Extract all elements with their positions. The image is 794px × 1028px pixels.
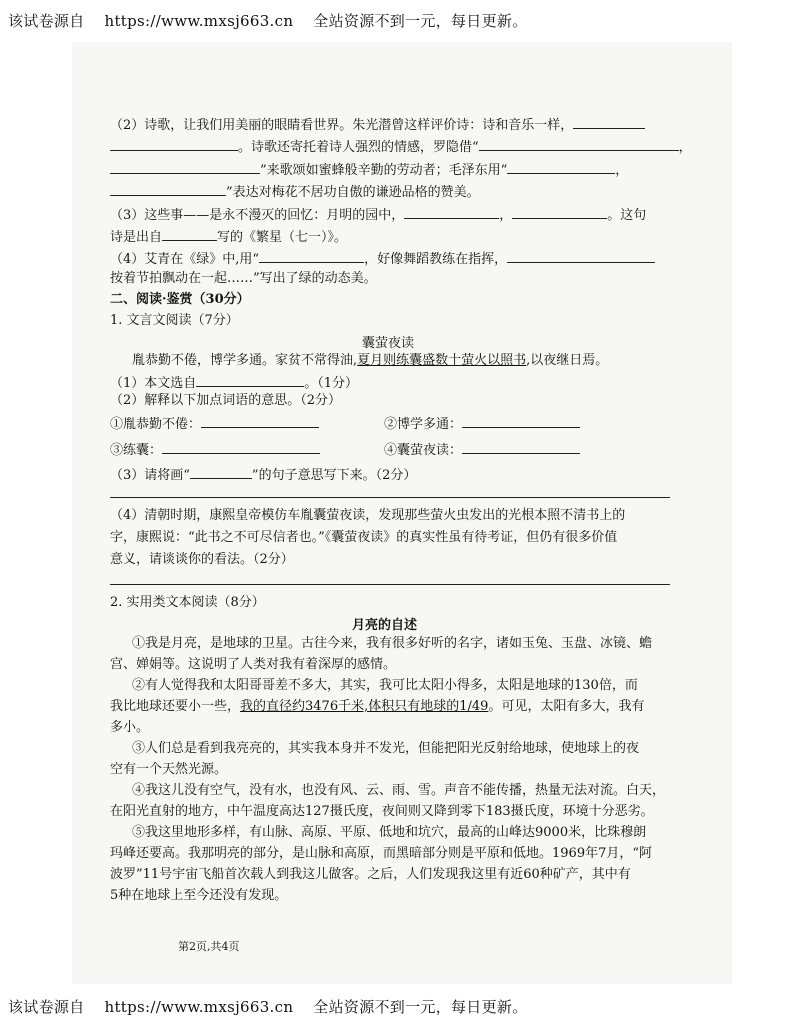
top-banner [8, 10, 548, 31]
word-1: ①胤恭勤不倦： [110, 414, 319, 433]
banner-slogan: 全站资源不到一元，每日更新。 [313, 12, 528, 30]
passage-text: 胤恭勤不倦，博学多通。家贫不常得油,夏月则练囊盛数十萤火以照书,以夜继日焉。 [132, 353, 609, 368]
practical-title: 月亮的自述 [352, 618, 418, 633]
banner-slogan: 全站资源不到一元，每日更新。 [313, 998, 528, 1016]
para1-line1: ①我是月亮，是地球的卫星。古往今来，我有很多好听的名字，诸如玉兔、玉盘、冰镜、蟾 [132, 636, 653, 651]
answer-line-q4 [110, 584, 670, 585]
practical-heading: 2. 实用类文本阅读（8分） [110, 595, 265, 610]
passage-title: 囊萤夜读 [362, 336, 415, 351]
para5-line2: 玛峰还要高。我那明亮的部分，是山脉和高原，而黑暗部分则是平原和低地。1969年7月，“阿 [110, 846, 653, 861]
bottom-banner [8, 996, 548, 1017]
word-4: ④囊萤夜读： [384, 440, 580, 459]
poetry-q2-line2: 。诗歌还寄托着诗人强烈的情感，罗隐借“ ， [110, 137, 692, 156]
poetry-q2-line3: ”来歌颂如蜜蜂般辛勤的劳动者；毛泽东用“ ， [110, 160, 628, 179]
classical-q3: （3）请将画“ ”的句子意思写下来。（2分） [110, 465, 416, 484]
answer-line-q3 [110, 497, 670, 498]
poetry-q4-line2: 按着节拍飘动在一起……”写出了绿的动态美。 [110, 271, 377, 286]
page-number: 第2页,共4页 [178, 940, 240, 953]
para1-line2: 宫、婵娟等。这说明了人类对我有着深厚的感情。 [110, 657, 397, 672]
para5-line3: 波罗”11号宇宙飞船首次载人到我这儿做客。之后，人们发现我这里有近60种矿产，其中有 [110, 867, 631, 882]
para2-line3: 多小。 [110, 720, 150, 735]
banner-url[interactable]: https://www.mxsj663.cn [104, 12, 294, 30]
para2-line2: 我比地球还要小一些，我的直径约3476千米,体积只有地球的1/49。可见，太阳有多大，我有 [110, 699, 645, 714]
classical-q2: （2）解释以下加点词语的意思。（2分） [110, 393, 342, 408]
word-2: ②博学多通： [384, 414, 580, 433]
poetry-q2-line1: （2）诗歌，让我们用美丽的眼睛看世界。朱光潜曾这样评价诗：诗和音乐一样， [110, 115, 645, 134]
section2-sub1: 1. 文言文阅读（7分） [110, 313, 239, 328]
section2-heading: 二、阅读·鉴赏（30分） [110, 292, 250, 307]
classical-q1: （1）本文选自 。（1分） [110, 373, 358, 392]
word-3: ③练囊： [110, 440, 320, 459]
para2-line1: ②有人觉得我和太阳哥哥差不多大，其实，我可比太阳小得多，太阳是地球的130倍，而 [132, 678, 638, 693]
banner-url[interactable]: https://www.mxsj663.cn [104, 998, 294, 1016]
para3-line1: ③人们总是看到我亮亮的，其实我本身并不发光，但能把阳光反射给地球，使地球上的夜 [132, 741, 640, 756]
classical-q4-line3: 意义，请谈谈你的看法。（2分） [110, 552, 294, 567]
poetry-q3-line1: （3）这些事——是永不漫灭的回忆：月明的园中， ， 。这句 [110, 205, 646, 224]
para4-line2: 在阳光直射的地方，中午温度高达127摄氏度，夜间则又降到零下183摄氏度，环境十分恶劣。 [110, 804, 654, 819]
classical-q4-line2: 字，康熙说：“此书之不可尽信者也。”《囊萤夜读》的真实性虽有待考证，但仍有很多价值 [110, 530, 618, 545]
classical-q4-line1: （4）清朝时期，康熙皇帝模仿车胤囊萤夜读，发现那些萤火虫发出的光根本照不清书上的 [110, 508, 626, 523]
banner-site-name: 该试卷源自 [8, 12, 85, 30]
poetry-q2-line4: ”表达对梅花不居功自傲的谦逊品格的赞美。 [110, 182, 480, 201]
poetry-q4-line1: （4）艾青在《绿》中,用“ ，好像舞蹈教练在指挥， [110, 249, 655, 268]
poetry-q3-line2: 诗是出自 写的《繁星（七一）》。 [110, 227, 347, 246]
para4-line1: ④我这儿没有空气，没有水，也没有风、云、雨、雪。声音不能传播，热量无法对流。白天， [132, 783, 666, 798]
para3-line2: 空有一个天然光源。 [110, 762, 228, 777]
para5-line4: 5种在地球上至今还没有发现。 [110, 888, 288, 903]
banner-site-name: 该试卷源自 [8, 998, 85, 1016]
para5-line1: ⑤我这里地形多样，有山脉、高原、平原、低地和坑穴，最高的山峰达9000米，比珠穆朗 [132, 825, 647, 840]
